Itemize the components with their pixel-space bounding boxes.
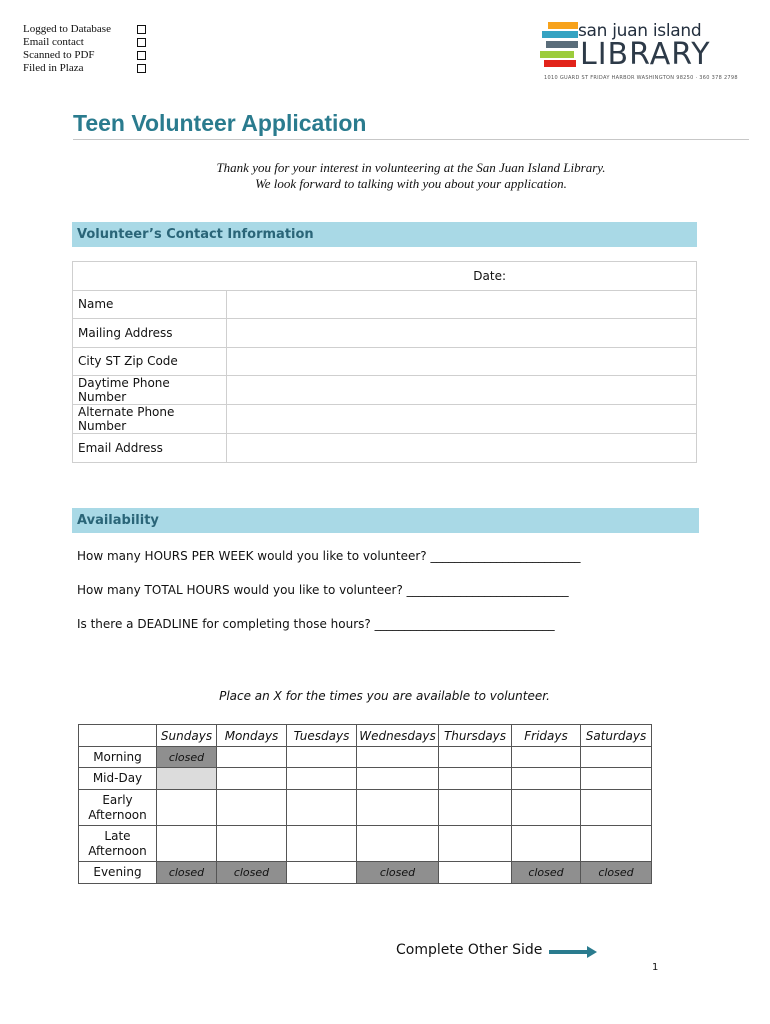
table-row	[79, 826, 652, 862]
field-label: Email Address	[73, 434, 227, 463]
availability-grid	[78, 724, 652, 884]
availability-section-heading: Availability	[72, 508, 699, 533]
hours-per-week-question[interactable]: How many HOURS PER WEEK would you like to volunteer? _________________________	[77, 549, 581, 563]
field-label: Daytime Phone Number	[73, 376, 227, 405]
availability-cell[interactable]	[439, 768, 512, 790]
closed-cell: closed	[157, 862, 217, 884]
availability-cell[interactable]	[439, 790, 512, 826]
contact-section-heading: Volunteer’s Contact Information	[72, 222, 697, 247]
logo-stripe	[548, 22, 578, 29]
availability-cell[interactable]	[357, 747, 439, 768]
contact-table	[72, 261, 697, 463]
checklist-item-filed	[23, 62, 149, 75]
date-row	[73, 262, 697, 291]
library-logo	[540, 20, 738, 86]
availability-cell[interactable]	[157, 826, 217, 862]
logo-tagline: 1010 GUARD ST FRIDAY HARBOR WASHINGTON 98250 · 360 378 2798	[544, 75, 738, 81]
arrow-right-icon	[549, 946, 597, 958]
logo-stripe	[544, 60, 576, 67]
checklist-label: Email contact	[23, 36, 84, 48]
grid-corner	[79, 725, 157, 747]
availability-cell[interactable]	[157, 768, 217, 790]
intro-text	[73, 160, 749, 192]
availability-cell[interactable]	[357, 790, 439, 826]
availability-cell[interactable]	[217, 826, 287, 862]
day-header: Wednesdays	[357, 725, 439, 747]
complete-other-side-text: Complete Other Side	[396, 942, 543, 958]
name-input[interactable]	[227, 290, 697, 319]
alternate-phone-input[interactable]	[227, 405, 697, 434]
checklist-item-email	[23, 36, 149, 49]
day-header: Fridays	[512, 725, 581, 747]
availability-cell[interactable]	[439, 826, 512, 862]
closed-cell: closed	[581, 862, 652, 884]
day-header: Thursdays	[439, 725, 512, 747]
slot-label: Early Afternoon	[79, 790, 157, 826]
day-header: Saturdays	[581, 725, 652, 747]
table-row	[79, 725, 652, 747]
closed-cell: closed	[512, 862, 581, 884]
day-header: Sundays	[157, 725, 217, 747]
availability-cell[interactable]	[439, 862, 512, 884]
field-label: Mailing Address	[73, 319, 227, 348]
availability-cell[interactable]	[287, 862, 357, 884]
slot-label: Evening	[79, 862, 157, 884]
slot-label: Late Afternoon	[79, 826, 157, 862]
availability-cell[interactable]	[357, 768, 439, 790]
table-row	[79, 862, 652, 884]
day-header: Mondays	[217, 725, 287, 747]
availability-cell[interactable]	[217, 790, 287, 826]
table-row	[73, 405, 697, 434]
checklist-label: Scanned to PDF	[23, 49, 95, 61]
table-row	[73, 290, 697, 319]
logo-text-main: LIBRARY	[580, 37, 711, 72]
email-input[interactable]	[227, 434, 697, 463]
availability-cell[interactable]	[581, 826, 652, 862]
slot-label: Morning	[79, 747, 157, 768]
table-row	[73, 434, 697, 463]
title-divider	[73, 139, 749, 140]
logo-stripe	[542, 31, 578, 38]
availability-cell[interactable]	[581, 747, 652, 768]
availability-cell[interactable]	[287, 790, 357, 826]
checklist-checkbox[interactable]	[137, 25, 146, 34]
mailing-address-input[interactable]	[227, 319, 697, 348]
availability-cell[interactable]	[287, 747, 357, 768]
availability-cell[interactable]	[512, 747, 581, 768]
logo-stripe	[540, 51, 574, 58]
availability-cell[interactable]	[157, 790, 217, 826]
checklist-item-scanned	[23, 49, 149, 62]
availability-cell[interactable]	[287, 768, 357, 790]
availability-cell[interactable]	[581, 790, 652, 826]
field-label: Name	[73, 290, 227, 319]
total-hours-question[interactable]: How many TOTAL HOURS would you like to volunteer? ___________________________	[77, 583, 569, 597]
deadline-question[interactable]: Is there a DEADLINE for completing those hours? ______________________________	[77, 617, 555, 631]
intro-line: Thank you for your interest in volunteering at the San Juan Island Library.	[216, 160, 606, 175]
availability-cell[interactable]	[287, 826, 357, 862]
table-row	[79, 768, 652, 790]
date-label: Date:	[473, 268, 506, 283]
closed-cell: closed	[157, 747, 217, 768]
availability-cell[interactable]	[357, 826, 439, 862]
city-st-zip-input[interactable]	[227, 347, 697, 376]
checklist-checkbox[interactable]	[137, 51, 146, 60]
checklist-item-database	[23, 23, 149, 36]
intro-line: We look forward to talking with you about your application.	[255, 176, 567, 191]
daytime-phone-input[interactable]	[227, 376, 697, 405]
page-number: 1	[652, 962, 659, 973]
date-field[interactable]	[73, 262, 697, 291]
slot-label: Mid-Day	[79, 768, 157, 790]
availability-cell[interactable]	[512, 826, 581, 862]
table-row	[73, 347, 697, 376]
availability-cell[interactable]	[439, 747, 512, 768]
office-checklist	[23, 23, 149, 75]
availability-cell[interactable]	[512, 790, 581, 826]
closed-cell: closed	[357, 862, 439, 884]
checklist-checkbox[interactable]	[137, 64, 146, 73]
day-header: Tuesdays	[287, 725, 357, 747]
field-label: City ST Zip Code	[73, 347, 227, 376]
page-title: Teen Volunteer Application	[73, 110, 367, 136]
availability-cell[interactable]	[512, 768, 581, 790]
table-row	[73, 319, 697, 348]
logo-stripe	[546, 41, 578, 48]
field-label: Alternate Phone Number	[73, 405, 227, 434]
closed-cell: closed	[217, 862, 287, 884]
table-row	[79, 747, 652, 768]
availability-cell[interactable]	[217, 768, 287, 790]
table-row	[73, 376, 697, 405]
logo-text-top: san juan island	[578, 21, 702, 41]
checklist-checkbox[interactable]	[137, 38, 146, 47]
checklist-label: Filed in Plaza	[23, 62, 84, 74]
schedule-instruction: Place an X for the times you are available to volunteer.	[219, 689, 550, 703]
table-row	[79, 790, 652, 826]
checklist-label: Logged to Database	[23, 23, 111, 35]
availability-cell[interactable]	[217, 747, 287, 768]
availability-cell[interactable]	[581, 768, 652, 790]
